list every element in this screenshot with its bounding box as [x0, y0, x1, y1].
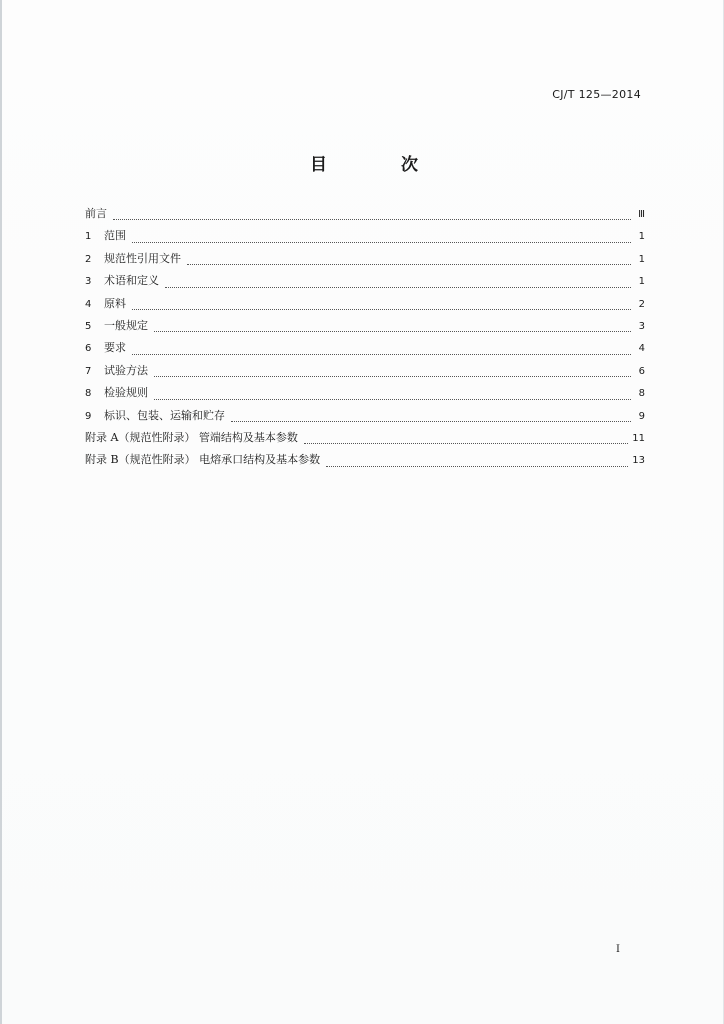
toc-entry-label: 要求 — [104, 341, 126, 355]
page-number: I — [616, 944, 620, 955]
toc-entry-label: 范围 — [104, 229, 126, 243]
toc-entry-label: 附录 A（规范性附录） 管端结构及基本参数 — [85, 430, 298, 444]
toc-entry-number: 8 — [85, 388, 92, 400]
toc-entry-7[interactable] — [85, 362, 645, 384]
toc-entry-number: 5 — [85, 320, 92, 332]
toc-entry-number: 6 — [85, 343, 92, 355]
toc-entry-page: 1 — [638, 253, 645, 265]
toc-entry-1[interactable] — [85, 227, 645, 249]
table-of-contents — [85, 205, 645, 474]
toc-entry-number: 9 — [85, 410, 92, 422]
dot-leader — [132, 309, 631, 310]
toc-entry-page: 1 — [638, 276, 645, 288]
dot-leader — [326, 466, 628, 467]
toc-entry-label: 标识、包装、运输和贮存 — [104, 408, 225, 422]
toc-entry-page: 2 — [638, 298, 645, 310]
toc-entry-label: 一般规定 — [104, 318, 148, 332]
toc-entry-page: 8 — [638, 388, 645, 400]
toc-entry-page: 4 — [638, 343, 645, 355]
dot-leader — [132, 354, 631, 355]
toc-entry-4[interactable] — [85, 295, 645, 317]
dot-leader — [231, 421, 631, 422]
toc-entry-page: 11 — [632, 432, 645, 444]
toc-entry-page: 3 — [638, 320, 645, 332]
toc-entry-label: 原料 — [104, 296, 126, 310]
toc-entry-6[interactable] — [85, 339, 645, 361]
toc-entry-number: 2 — [85, 253, 92, 265]
toc-entry-3[interactable] — [85, 272, 645, 294]
toc-entry-9[interactable] — [85, 407, 645, 429]
toc-entry-label: 检验规则 — [104, 386, 148, 400]
dot-leader — [113, 219, 631, 220]
toc-entry-appendix-b[interactable] — [85, 451, 645, 473]
standard-code: CJ/T 125—2014 — [552, 88, 641, 101]
toc-entry-page: 6 — [638, 365, 645, 377]
toc-entry-2[interactable] — [85, 250, 645, 272]
toc-entry-number: 7 — [85, 365, 92, 377]
toc-entry-appendix-a[interactable] — [85, 429, 645, 451]
toc-entry-label: 附录 B（规范性附录） 电熔承口结构及基本参数 — [85, 453, 321, 467]
dot-leader — [304, 443, 628, 444]
toc-entry-5[interactable] — [85, 317, 645, 339]
toc-entry-page: Ⅲ — [638, 209, 645, 220]
toc-entry-label: 规范性引用文件 — [104, 251, 181, 265]
toc-entry-label: 术语和定义 — [104, 274, 159, 288]
toc-entry-label: 前言 — [85, 207, 107, 220]
dot-leader — [154, 376, 631, 377]
toc-entry-number: 3 — [85, 276, 92, 288]
dot-leader — [154, 399, 631, 400]
dot-leader — [187, 264, 631, 265]
toc-entry-8[interactable] — [85, 384, 645, 406]
toc-title: 目 次 — [310, 155, 452, 175]
dot-leader — [154, 331, 631, 332]
toc-entry-label: 试验方法 — [104, 363, 148, 377]
toc-entry-page: 13 — [632, 455, 645, 467]
toc-entry-number: 4 — [85, 298, 92, 310]
dot-leader — [132, 242, 631, 243]
toc-entry-page: 9 — [638, 410, 645, 422]
dot-leader — [165, 287, 631, 288]
toc-entry-page: 1 — [638, 231, 645, 243]
toc-entry-number: 1 — [85, 231, 92, 243]
toc-entry-foreword[interactable] — [85, 205, 645, 227]
